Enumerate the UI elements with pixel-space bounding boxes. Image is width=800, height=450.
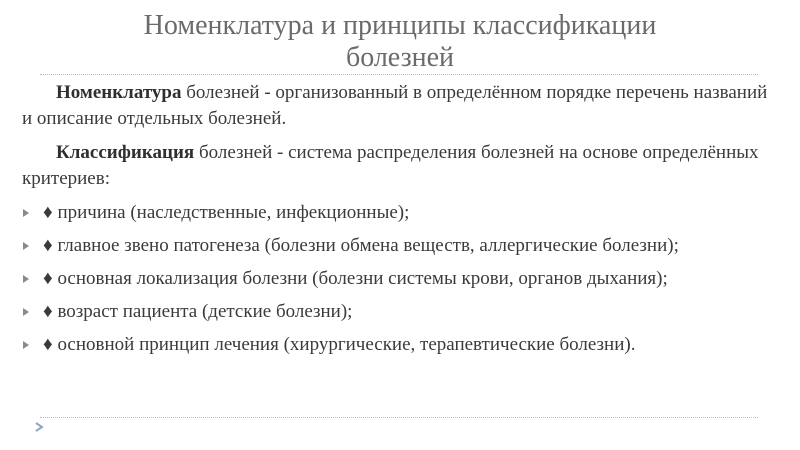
triangle-bullet-icon: [22, 200, 36, 226]
definition-classification-text: болезней - система распределения болезней на основе определённых критериев:: [22, 142, 759, 189]
list-item-text: ♦ возраст пациента (детские болезни);: [43, 301, 353, 322]
list-item-text: ♦ основная локализация болезни (болезни системы крови, органов дыхания);: [43, 268, 668, 289]
nav-arrow-icon[interactable]: [34, 422, 44, 432]
slide-title: [0, 10, 800, 74]
list-item-text: ♦ основной принцип лечения (хирургические, терапевтические болезни).: [43, 334, 636, 355]
triangle-bullet-icon: [22, 233, 36, 259]
list-item: [22, 299, 782, 325]
slide-title-line-1: Номенклатура и принципы классификации: [143, 10, 657, 41]
definition-classification: [22, 140, 782, 192]
term-classification: Классификация: [56, 142, 195, 163]
triangle-bullet-icon: [22, 266, 36, 292]
list-item: [22, 266, 782, 292]
list-item: [22, 332, 782, 358]
list-item-text: ♦ главное звено патогенеза (болезни обмена веществ, аллергические болезни);: [43, 235, 679, 256]
triangle-bullet-icon: [22, 299, 36, 325]
definition-nomenclature-text: болезней - организованный в определённом порядке перечень названий и описание отдельных болезней.: [22, 82, 768, 129]
list-item: [22, 200, 782, 226]
list-item-text: ♦ причина (наследственные, инфекционные);: [43, 202, 410, 223]
slide-content: [22, 80, 782, 365]
title-divider: [40, 74, 758, 75]
slide-title-line-2: болезней: [345, 42, 455, 73]
triangle-bullet-icon: [22, 332, 36, 358]
definition-nomenclature: [22, 80, 782, 132]
term-nomenclature: Номенклатура: [56, 82, 182, 103]
footer-divider: [40, 417, 758, 418]
list-item: [22, 233, 782, 259]
